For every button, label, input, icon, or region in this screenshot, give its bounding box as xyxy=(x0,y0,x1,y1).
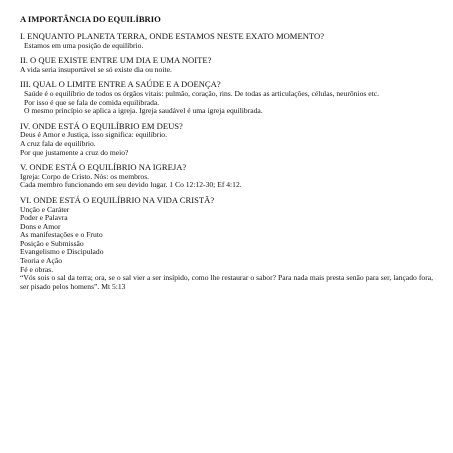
list-item: Teoria e Ação xyxy=(20,256,63,266)
section-text: O mesmo princípio se aplica a igreja. Igreja saudável é uma igreja equilibrada. xyxy=(24,106,263,116)
section-1 xyxy=(20,32,433,50)
section-heading: I. ENQUANTO PLANETA TERRA, ONDE ESTAMOS NESTE EXATO MOMENTO? xyxy=(20,31,325,41)
section-heading: IV. ONDE ESTÁ O EQUILÍBRIO EM DEUS? xyxy=(20,120,183,131)
section-heading: III. QUAL O LIMITE ENTRE A SAÚDE E A DOENÇA? xyxy=(20,79,221,90)
scripture-quote: “Vós sois o sal da terra; ora, se o sal vier a ser insípido, como lhe restaurar o sabor? Para nada mais presta senão para ser, lançado fora, ser pisado pelos homens”. Mt 5:13 xyxy=(20,273,433,291)
list-item: Poder e Palavra xyxy=(20,213,68,223)
list-item: Fé e obras. xyxy=(20,264,54,274)
section-6 xyxy=(20,196,433,292)
section-text: Igreja: Corpo de Cristo. Nós: os membros. xyxy=(20,171,150,181)
section-text: Saúde é o equilíbrio de todos os órgãos vitais: pulmão, coração, rins. De todas as articulações, células, neurônios etc. xyxy=(24,88,379,98)
section-3 xyxy=(20,80,433,115)
section-text: Por isso é que se fala de comida equilibrada. xyxy=(24,97,160,107)
list-item: Posição e Submissão xyxy=(20,238,84,248)
section-text: A vida seria insuportável se só existe dia ou noite. xyxy=(20,64,172,74)
section-text: A cruz fala de equilíbrio. xyxy=(20,138,96,148)
section-text: Estamos em uma posição de equilíbrio. xyxy=(24,40,144,50)
list-item: Unção e Caráter xyxy=(20,204,70,214)
list-item: Dons e Amor xyxy=(20,221,61,231)
list-item: As manifestações e o Fruto xyxy=(20,230,103,240)
section-5 xyxy=(20,163,433,190)
document-title: A IMPORTÂNCIA DO EQUILÍBRIO xyxy=(20,14,161,24)
section-text: Por que justamente a cruz do meio? xyxy=(20,147,129,157)
section-2 xyxy=(20,56,433,74)
section-text: Deus é Amor e Justiça, isso significa: equilíbrio. xyxy=(20,130,167,140)
section-4 xyxy=(20,122,433,157)
section-heading: II. O QUE EXISTE ENTRE UM DIA E UMA NOITE? xyxy=(20,55,212,66)
section-heading: VI. ONDE ESTÁ O EQUILÍBRIO NA VIDA CRISTÃ? xyxy=(20,194,215,205)
section-heading: V. ONDE ESTÁ O EQUILÍBRIO NA IGREJA? xyxy=(20,162,187,173)
section-text: Cada membro funcionando em seu devido lugar. 1 Co 12:12-30; Ef 4:12. xyxy=(20,180,242,190)
list-item: Evangelismo e Discipulado xyxy=(20,247,104,257)
